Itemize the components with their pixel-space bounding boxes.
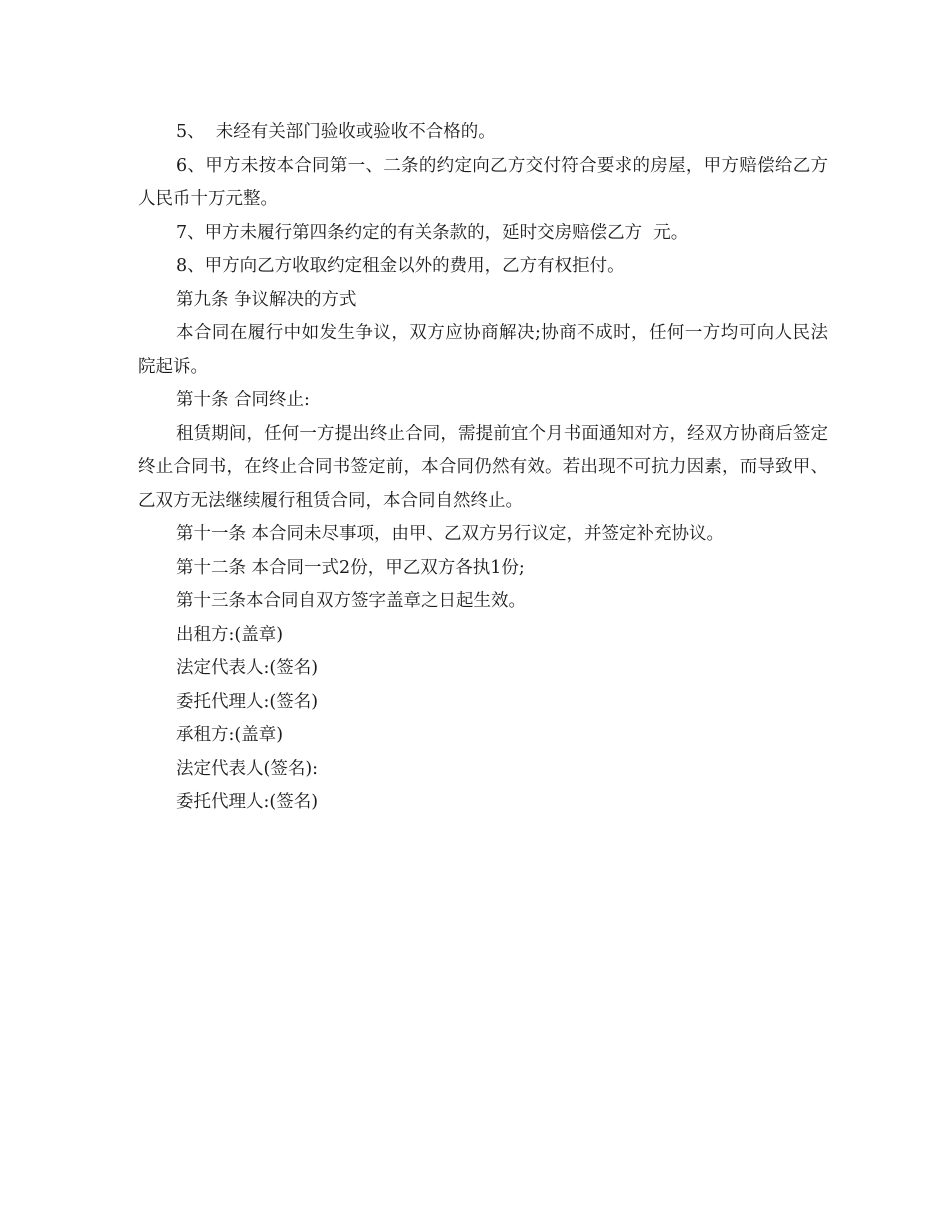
article-10-heading: 第十条 合同终止: (176, 390, 310, 410)
clause-item-7: 7、甲方未履行第四条约定的有关条款的，延时交房赔偿乙方 元。 (176, 222, 689, 243)
lessor-seal-line: 出租方:(盖章) (176, 624, 284, 645)
article-13: 第十三条本合同自双方签字盖章之日起生效。 (176, 591, 526, 611)
clause-item-6: 6、甲方未按本合同第一、二条的约定向乙方交付符合要求的房屋，甲方赔偿给乙方人民币十万元整。 (138, 155, 828, 209)
article-9-body: 本合同在履行中如发生争议，双方应协商解决;协商不成时，任何一方均可向人民法院起诉。 (138, 323, 828, 377)
lessor-legal-rep-line: 法定代表人:(签名) (176, 658, 319, 678)
article-11: 第十一条 本合同未尽事项，由甲、乙双方另行议定，并签定补充协议。 (176, 524, 725, 544)
lessee-agent-line: 委托代理人:(签名) (176, 792, 319, 812)
clause-item-8: 8、甲方向乙方收取约定租金以外的费用，乙方有权拒付。 (176, 256, 625, 276)
article-10-body: 租赁期间，任何一方提出终止合同，需提前宜个月书面通知对方，经双方协商后签定终止合同书，在终止合同书签定前，本合同仍然有效。若出现不可抗力因素，而导致甲、乙双方无法继续履行租赁合同，本合同自然终止。 (138, 423, 828, 511)
clause-item-5: 5、 未经有关部门验收或验收不合格的。 (176, 122, 496, 142)
lessee-legal-rep-line: 法定代表人(签名): (176, 758, 319, 779)
lessee-seal-line: 承租方:(盖章) (176, 725, 284, 745)
article-12: 第十二条 本合同一式2份，甲乙双方各执1份; (176, 557, 525, 578)
article-9-heading: 第九条 争议解决的方式 (176, 289, 357, 310)
document-body (138, 116, 828, 820)
lessor-agent-line: 委托代理人:(签名) (176, 691, 319, 712)
